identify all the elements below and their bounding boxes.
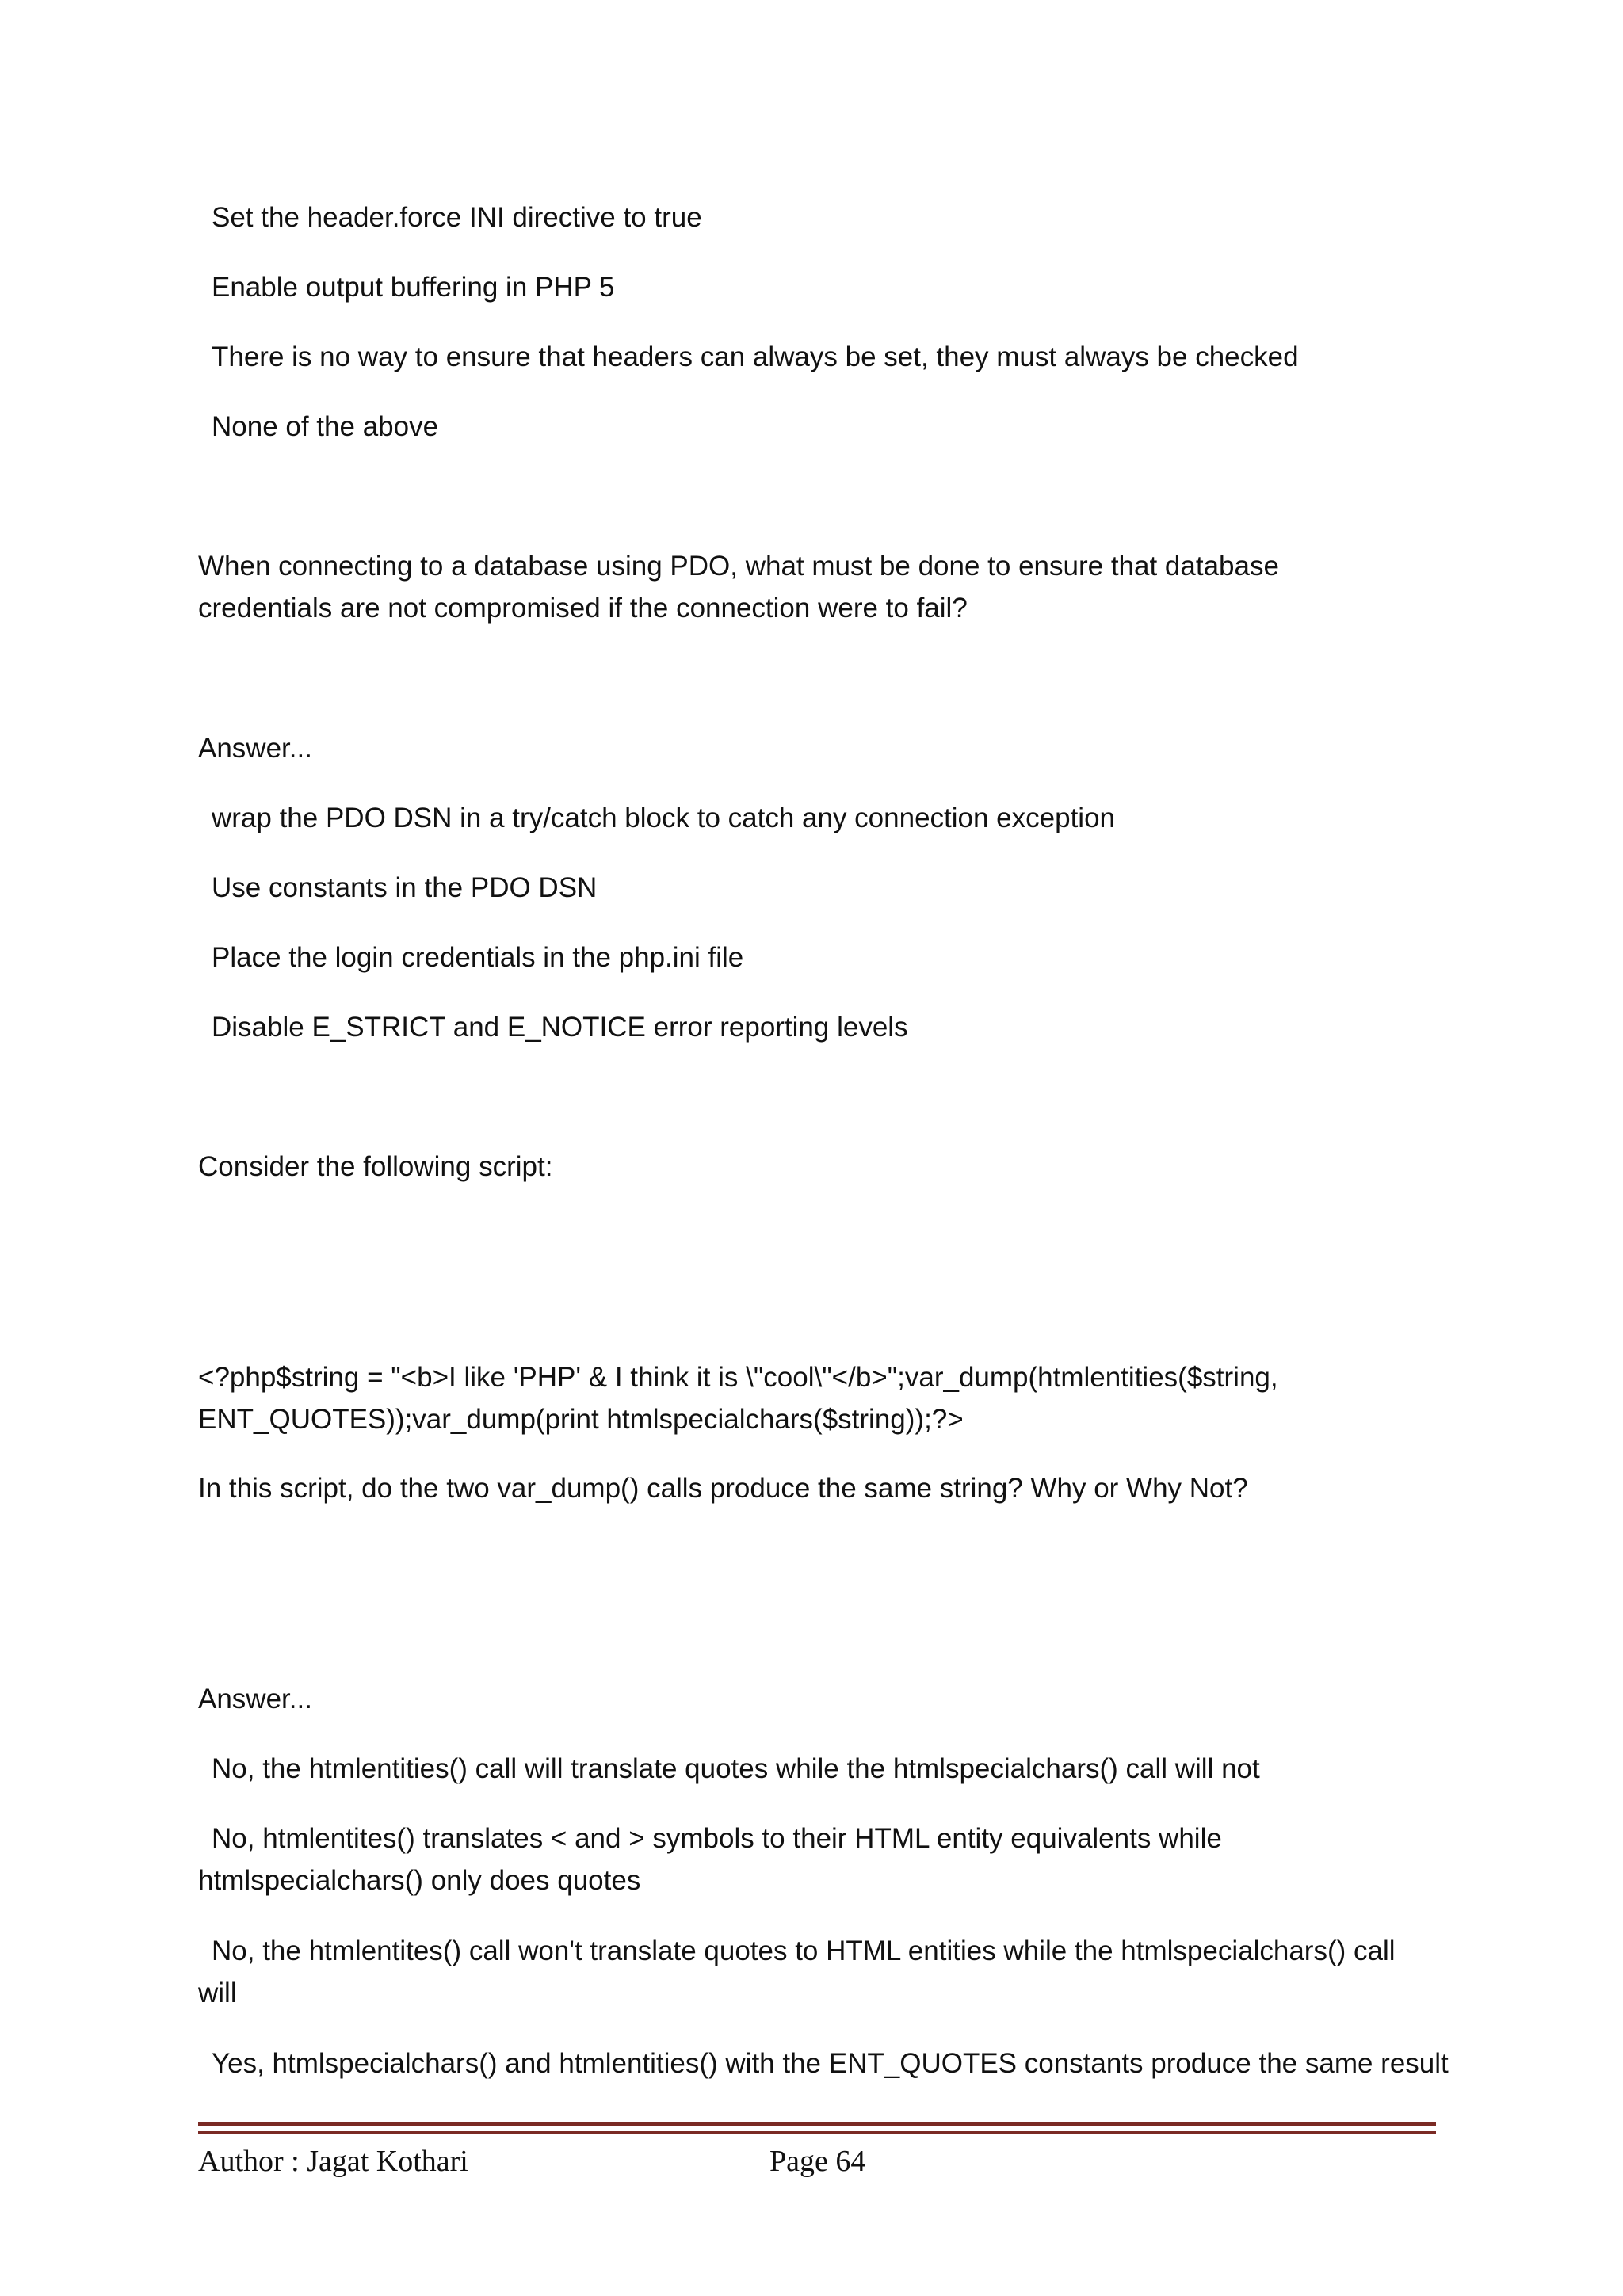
footer-page-number: Page 64 [769, 2145, 866, 2178]
option-text: None of the above [212, 411, 439, 442]
answer-label: Answer... [198, 1684, 312, 1714]
question-intro: Consider the following script: [198, 1151, 553, 1182]
code-snippet: <?php$string = "<b>I like 'PHP' & I think it is \"cool\"</b>";var_dump(htmlentities($string, ENT_QUOTES));var_dump(print htmlspecialchars($string));?> [198, 1362, 1278, 1435]
option-text: No, the htmlentites() call won't translate quotes to HTML entities while the htmlspecialchars() call will [198, 1936, 1396, 2008]
option-text: Disable E_STRICT and E_NOTICE error reporting levels [212, 1012, 908, 1043]
option-text: Use constants in the PDO DSN [212, 872, 598, 903]
question-text: When connecting to a database using PDO, what must be done to ensure that database credentials are not compromised if the connection were to fail? [198, 551, 1279, 624]
footer-rule-thin [198, 2131, 1436, 2134]
option-text: Set the header.force INI directive to true [212, 202, 702, 233]
footer-author: Author : Jagat Kothari [198, 2145, 468, 2178]
footer-rule-thick [198, 2122, 1436, 2126]
answer-label: Answer... [198, 733, 312, 764]
option-text: No, the htmlentities() call will translate quotes while the htmlspecialchars() call will not [212, 1753, 1260, 1784]
option-text: Place the login credentials in the php.ini file [212, 942, 744, 973]
option-text: Enable output buffering in PHP 5 [212, 272, 615, 303]
option-text: wrap the PDO DSN in a try/catch block to catch any connection exception [212, 803, 1116, 833]
option-text: There is no way to ensure that headers can always be set, they must always be checked [212, 341, 1299, 372]
question-text: In this script, do the two var_dump() calls produce the same string? Why or Why Not? [198, 1473, 1248, 1504]
option-text: No, htmlentites() translates < and > symbols to their HTML entity equivalents while htmlspecialchars() only does quotes [198, 1823, 1222, 1896]
option-text: Yes, htmlspecialchars() and htmlentities() with the ENT_QUOTES constants produce the same result [212, 2048, 1449, 2079]
